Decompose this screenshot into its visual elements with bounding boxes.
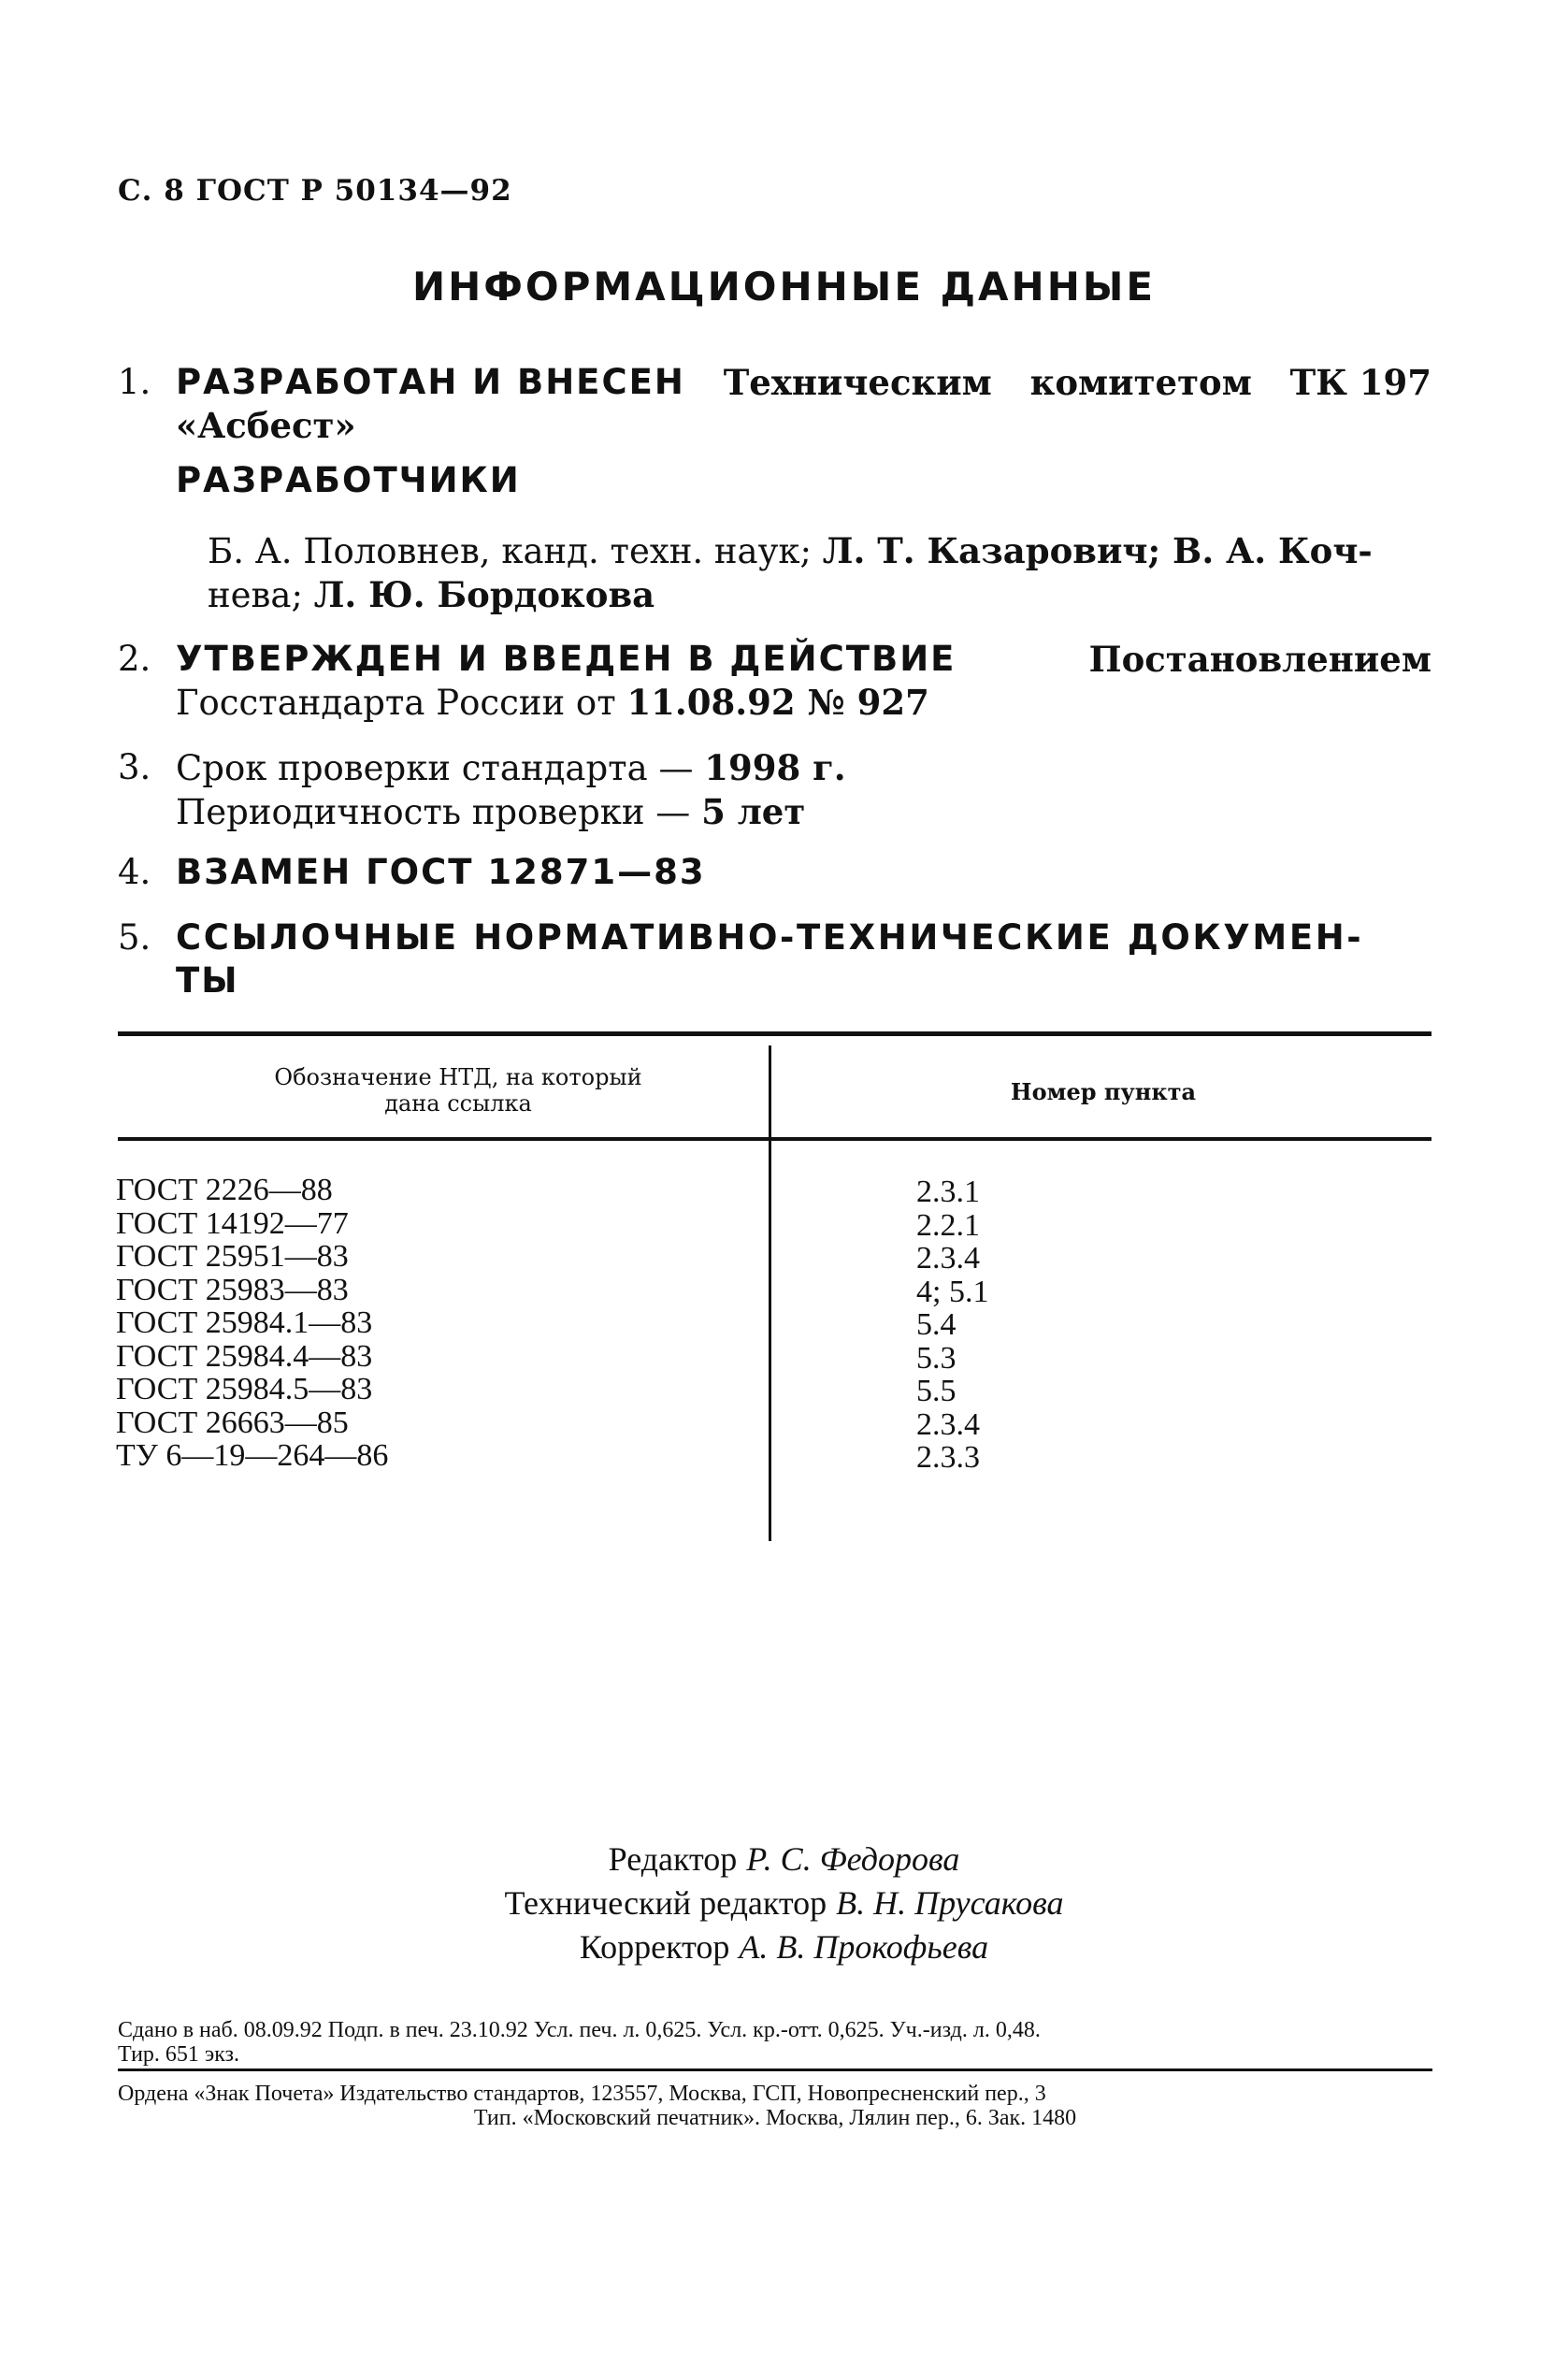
item-2	[118, 638, 1431, 725]
table-row: ГОСТ 14192—77	[116, 1205, 349, 1241]
developers-line-2	[208, 573, 1431, 617]
item-2-line-1	[176, 638, 1431, 681]
header-ref-line-1: Обозначение НТД, на который	[274, 1064, 642, 1090]
credits	[0, 1838, 1568, 1969]
developers-text-c: нева;	[208, 575, 314, 615]
item-2-caps: УТВЕРЖДЕН И ВВЕДЕН В ДЕЙСТВИЕ	[176, 639, 957, 679]
item-2-text: Постановлением	[1088, 639, 1431, 680]
credit-name: Р. С. Федорова	[746, 1840, 960, 1878]
document-title: ИНФОРМАЦИОННЫЕ ДАННЫЕ	[411, 264, 1157, 310]
table-cell-point: 5.4	[916, 1307, 957, 1342]
header-ref	[168, 1064, 748, 1117]
item-4	[118, 851, 1431, 894]
table-row: ГОСТ 26663—85	[116, 1405, 349, 1440]
table-cell-point: 2.3.4	[916, 1241, 980, 1276]
item-number: 5.	[118, 917, 151, 958]
table-cell-point: 2.2.1	[916, 1207, 980, 1243]
table-cell-point: 5.5	[916, 1374, 957, 1408]
credit-role: Корректор	[579, 1928, 730, 1966]
imprint-rule	[118, 2068, 1432, 2071]
table-row: ГОСТ 25984.1—83	[116, 1305, 373, 1340]
item-3-text-d: 5 лет	[701, 791, 806, 832]
table-cell-point: 2.3.3	[916, 1440, 980, 1475]
developers-text-a: Б. А. Половнев, канд. техн. наук;	[208, 531, 823, 571]
table-top-rule	[118, 1031, 1431, 1036]
developers-line-1	[208, 529, 1431, 573]
item-number: 1.	[118, 362, 151, 402]
table-cell-point: 4; 5.1	[916, 1274, 989, 1309]
credit-name: В. Н. Прусакова	[836, 1884, 1064, 1922]
table-row: ТУ 6—19—264—86	[116, 1438, 389, 1473]
ref-column	[116, 1174, 388, 1473]
item-1-caps: РАЗРАБОТАН И ВНЕСЕН	[176, 362, 685, 402]
item-3	[118, 746, 1431, 834]
item-1	[118, 361, 1431, 447]
table-cell-point: 2.3.1	[916, 1175, 980, 1209]
item-3-text-b: 1998 г.	[704, 747, 846, 788]
imprint-line-4: Тип. «Московский печатник». Москва, Лялин пер., 6. Зак. 1480	[473, 2106, 1077, 2130]
item-4-caps: ВЗАМЕН ГОСТ 12871—83	[176, 852, 706, 892]
point-column	[916, 1175, 988, 1475]
header-ref-line-2: дана ссылка	[384, 1090, 532, 1117]
item-1-text-a: Техническим	[723, 362, 992, 403]
item-number: 2.	[118, 639, 151, 679]
item-number: 3.	[118, 747, 151, 787]
item-5	[118, 916, 1431, 1002]
developers-text-d: Л. Ю. Бордокова	[313, 574, 655, 615]
item-1-line-2: «Асбест»	[176, 405, 356, 446]
item-3-text-a: Срок проверки стандарта —	[176, 748, 705, 788]
credit-name: А. В. Прокофьева	[739, 1928, 989, 1966]
credit-corrector	[0, 1925, 1568, 1969]
table-row: ГОСТ 25984.4—83	[116, 1338, 373, 1374]
imprint-print-info	[118, 2018, 1432, 2067]
item-3-text-c: Периодичность проверки —	[176, 792, 702, 832]
header-point: Номер пункта	[1010, 1078, 1197, 1105]
credit-editor	[0, 1838, 1568, 1881]
item-number: 4.	[118, 852, 151, 892]
developers-heading: РАЗРАБОТЧИКИ	[176, 460, 521, 500]
item-2-text-a: Госстандарта России от	[176, 683, 627, 723]
imprint-line-1: Сдано в наб. 08.09.92 Подп. в печ. 23.10.92 Усл. печ. л. 0,625. Усл. кр.-отт. 0,625. Уч.-изд. л. 0,48.	[118, 2018, 1041, 2042]
table-row: ГОСТ 25951—83	[116, 1239, 349, 1274]
imprint-line-3: Ордена «Знак Почета» Издательство стандартов, 123557, Москва, ГСП, Новопресненский пер., 3	[118, 2082, 1046, 2106]
table-row: ГОСТ 25983—83	[116, 1272, 349, 1307]
table-row: ГОСТ 25984.5—83	[116, 1372, 373, 1406]
imprint-line-2: Тир. 651 экз.	[118, 2042, 240, 2067]
credit-role: Редактор	[608, 1840, 738, 1878]
page-header: С. 8 ГОСТ Р 50134—92	[118, 174, 512, 208]
item-2-line-2	[176, 681, 1431, 725]
credit-tech-editor	[0, 1881, 1568, 1925]
item-1-line-1	[176, 361, 1431, 404]
item-5-caps-2: ТЫ	[176, 960, 239, 1001]
developers-list	[208, 529, 1431, 617]
table-cell-point: 2.3.4	[916, 1406, 980, 1442]
table-header-rule	[118, 1137, 1431, 1141]
table-cell-point: 5.3	[916, 1340, 957, 1376]
item-5-caps-1: ССЫЛОЧНЫЕ НОРМАТИВНО-ТЕХНИЧЕСКИЕ ДОКУМЕН-	[176, 917, 1364, 958]
table-row: ГОСТ 2226—88	[116, 1173, 333, 1207]
credit-role: Технический редактор	[504, 1884, 827, 1922]
item-3-line-2	[176, 790, 1431, 834]
item-3-line-1	[176, 746, 1431, 790]
imprint-publisher	[118, 2082, 1432, 2130]
item-2-text-b: 11.08.92 № 927	[626, 682, 929, 723]
item-1-text-c: ТК 197	[1289, 362, 1431, 403]
developers-text-b: Л. Т. Казарович; В. А. Коч-	[822, 530, 1373, 571]
item-1-text-b: комитетом	[1029, 362, 1252, 403]
table-column-divider	[769, 1045, 771, 1541]
